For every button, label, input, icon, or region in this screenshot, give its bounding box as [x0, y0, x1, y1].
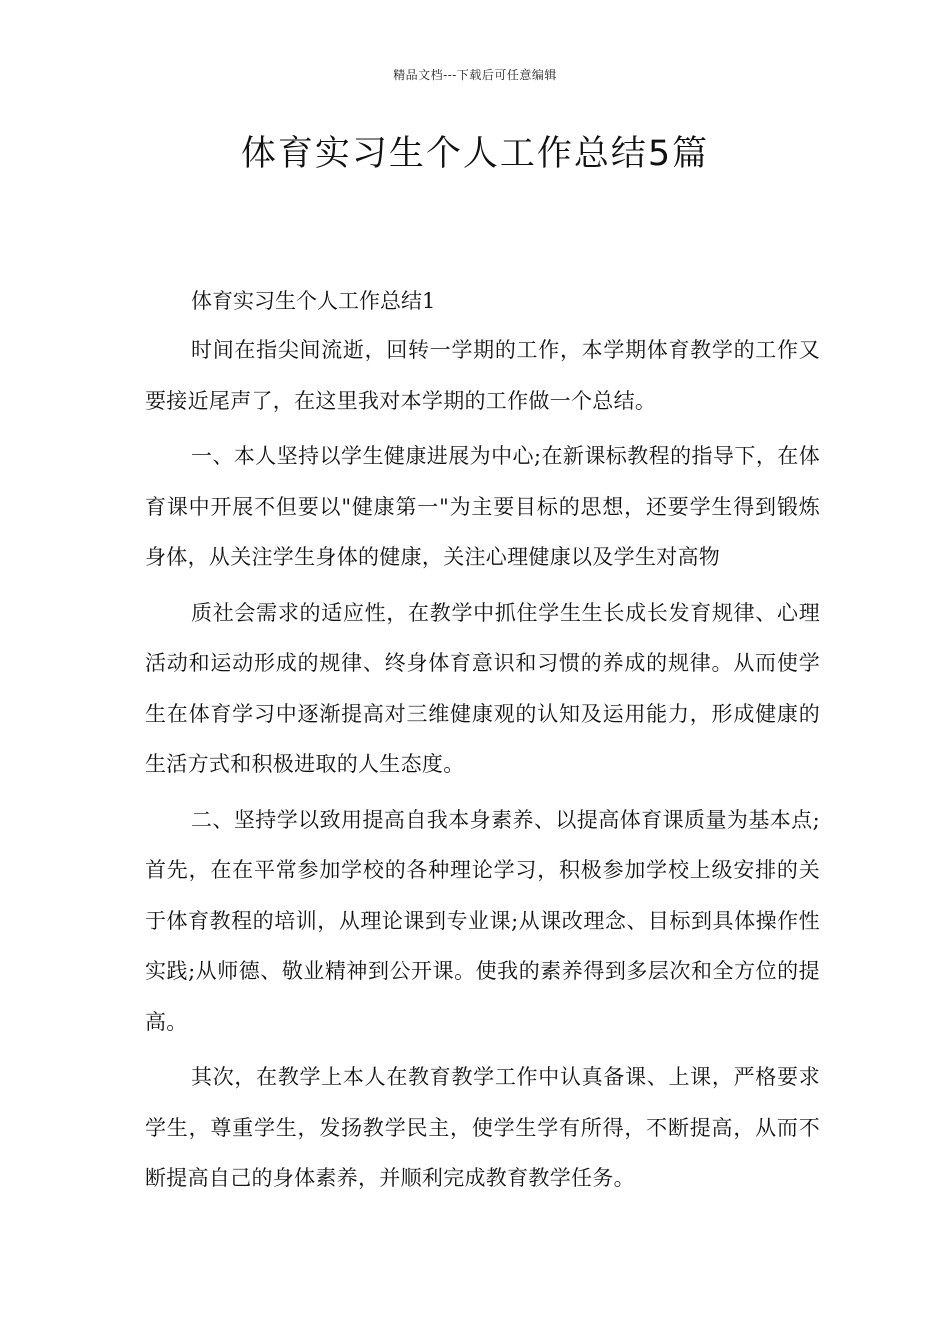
document-title: 体育实习生个人工作总结5篇 — [240, 134, 710, 174]
paragraph-intro: 时间在指尖间流逝，回转一学期的工作，本学期体育教学的工作又要接近尾声了，在这里我对本学期的工作做一个总结。 — [145, 338, 820, 413]
paragraph-secondly: 其次，在教学上本人在教育教学工作中认真备课、上课，严格要求学生，尊重学生，发扬教学民主，使学生学有所得，不断提高，从而不断提高自己的身体素养，并顺利完成教育教学任务。 — [145, 1065, 820, 1190]
paragraph-point-one-continued: 质社会需求的适应性，在教学中抓住学生生长成长发育规律、心理活动和运动形成的规律、终身体育意识和习惯的养成的规律。从而使学生在体育学习中逐渐提高对三维健康观的认知及运用能力，形成健康的生活方式和积极进取的人生态度。 — [145, 600, 820, 776]
paragraph-point-two: 二、坚持学以致用提高自我本身素养、以提高体育课质量为基本点;首先，在在平常参加学校的各种理论学习，积极参加学校上级安排的关于体育教程的培训，从理论课到专业课;从课改理念、目标到具体操作性实践;从师德、敬业精神到公开课。使我的素养得到多层次和全方位的提高。 — [145, 807, 820, 1034]
paragraph-point-one: 一、本人坚持以学生健康进展为中心;在新课标教程的指导下，在体育课中开展不但要以"健康第一"为主要目标的思想，还要学生得到锻炼身体，从关注学生身体的健康，关注心理健康以及学生对高物 — [145, 444, 820, 569]
document-body — [145, 282, 820, 1209]
section-heading: 体育实习生个人工作总结1 — [191, 289, 436, 313]
header-note: 精品文档---下载后可任意编辑 — [393, 68, 557, 82]
